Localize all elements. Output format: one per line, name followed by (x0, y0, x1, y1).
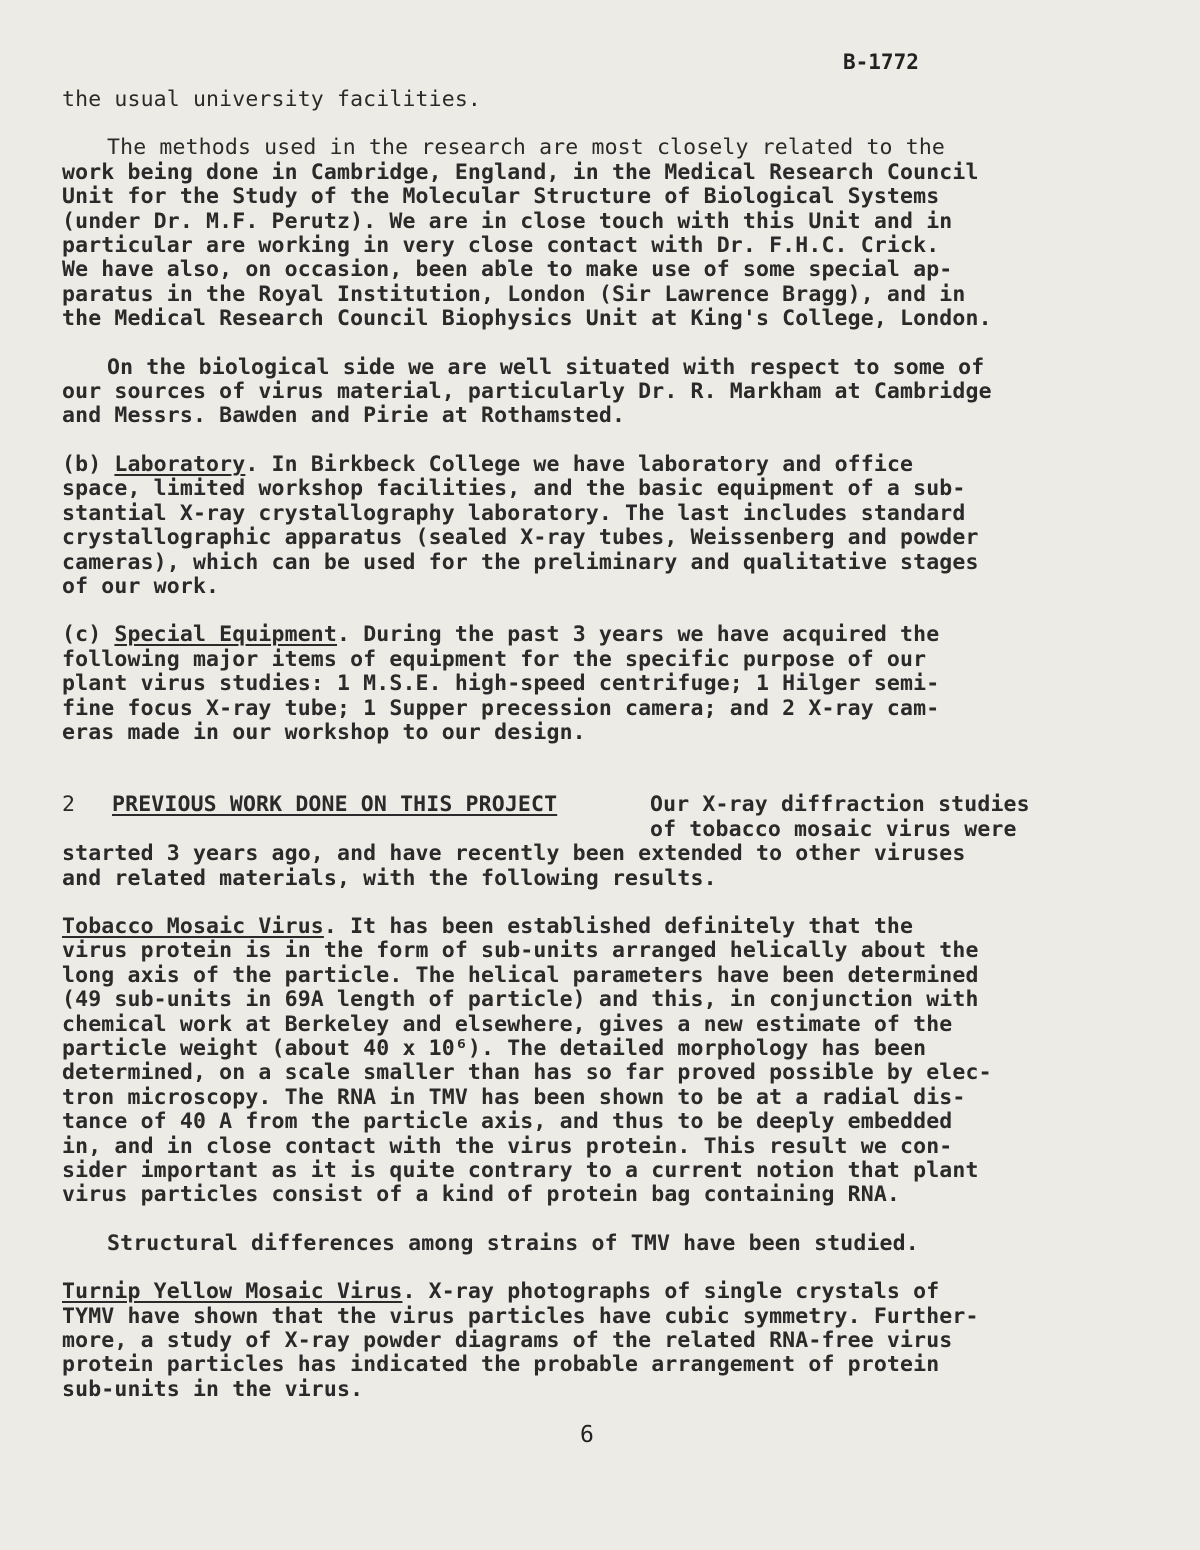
text-line: the usual university facilities. (62, 87, 482, 112)
section-heading-previous-work: PREVIOUS WORK DONE ON THIS PROJECT (112, 792, 558, 818)
text-line: following major items of equipment for the specific purpose of our (62, 646, 927, 672)
text-line: cameras), which can be used for the preliminary and qualitative stages (62, 549, 979, 575)
text-line: particle weight (about 40 x 10⁶). The detailed morphology has been (62, 1036, 927, 1061)
text-span: . During the past 3 years we have acquired the (337, 622, 940, 648)
text-line: tance of 40 A from the particle axis, and thus to be deeply embedded (62, 1109, 953, 1135)
section-label: (b) (62, 451, 115, 477)
text-line: more, a study of X-ray powder diagrams of the related RNA-free virus (62, 1328, 953, 1354)
text-line: tron microscopy. The RNA in TMV has been shown to be at a radial dis- (62, 1084, 966, 1110)
section-heading-laboratory: Laboratory (114, 451, 246, 477)
text-line: long axis of the particle. The helical parameters have been determined (62, 962, 979, 988)
text-line: We have also, on occasion, been able to make use of some special ap- (62, 257, 953, 283)
text-line: The methods used in the research are most closely related to the (107, 135, 946, 161)
paragraph-turnip-yellow-mosaic-virus (62, 1280, 1142, 1402)
text-line: space, limited workshop facilities, and the basic equipment of a sub- (62, 476, 966, 502)
text-line: of tobacco mosaic virus were (650, 816, 1017, 842)
page-number: 6 (580, 1422, 594, 1448)
text-line: Structural differences among strains of TMV have been studied. (107, 1230, 919, 1256)
text-span: . X-ray photographs of single crystals of (402, 1279, 940, 1305)
text-line: crystallographic apparatus (sealed X-ray tubes, Weissenberg and powder (62, 525, 979, 551)
text-line: plant virus studies: 1 M.S.E. high-speed centrifuge; 1 Hilger semi- (62, 671, 940, 697)
text-line: virus protein is in the form of sub-units arranged helically about the (62, 938, 979, 964)
text-line: virus particles consist of a kind of protein bag containing RNA. (62, 1182, 901, 1208)
document-body (62, 88, 1142, 1402)
text-line: the Medical Research Council Biophysics Unit at King's College, London. (62, 306, 992, 332)
text-span: . In Birkbeck College we have laboratory and office (245, 451, 914, 477)
text-line: (under Dr. M.F. Perutz). We are in close touch with this Unit and in (62, 208, 953, 234)
paragraph-tobacco-mosaic-virus (62, 915, 1142, 1208)
text-line: chemical work at Berkeley and elsewhere, gives a new estimate of the (62, 1011, 953, 1037)
paragraph-methods (62, 136, 1142, 331)
paragraph-special-equipment (62, 623, 1142, 745)
text-line: particular are working in very close contact with Dr. F.H.C. Crick. (62, 233, 940, 259)
paragraph-biological (62, 356, 1142, 429)
text-line: protein particles has indicated the probable arrangement of protein (62, 1352, 940, 1378)
text-line: sider important as it is quite contrary to a current notion that plant (62, 1158, 979, 1184)
section-heading-tobacco-mosaic-virus: Tobacco Mosaic Virus (62, 913, 324, 939)
text-span: . It has been established definitely that the (323, 913, 914, 939)
paragraph-previous-work (62, 793, 1142, 891)
text-line: fine focus X-ray tube; 1 Supper precession camera; and 2 X-ray cam- (62, 695, 940, 721)
text-line: eras made in our workshop to our design. (62, 719, 586, 745)
text-line: and Messrs. Bawden and Pirie at Rothamsted. (62, 403, 626, 429)
text-line: stantial X-ray crystallography laboratory. The last includes standard (62, 500, 966, 526)
paragraph-laboratory (62, 453, 1142, 599)
section-heading-special-equipment: Special Equipment (114, 622, 337, 648)
text-line: sub-units in the virus. (62, 1376, 364, 1402)
text-line: of our work. (62, 573, 220, 599)
text-line: and related materials, with the following results. (62, 865, 717, 891)
section-number: 2 (62, 792, 76, 818)
text-line: (49 sub-units in 69A length of particle) and this, in conjunction with (62, 987, 979, 1013)
text-line: TYMV have shown that the virus particles have cubic symmetry. Further- (62, 1303, 979, 1329)
document-id: B-1772 (843, 50, 919, 74)
text-line: Unit for the Study of the Molecular Structure of Biological Systems (62, 184, 940, 210)
text-span: Our X-ray diffraction studies (650, 792, 1030, 818)
section-label: (c) (62, 622, 115, 648)
text-line: determined, on a scale smaller than has so far proved possible by elec- (62, 1060, 992, 1086)
section-heading-turnip-yellow-mosaic-virus: Turnip Yellow Mosaic Virus (62, 1279, 403, 1305)
text-line: On the biological side we are well situated with respect to some of (107, 354, 985, 380)
text-line: work being done in Cambridge, England, in the Medical Research Council (62, 159, 979, 185)
text-line: started 3 years ago, and have recently been extended to other viruses (62, 841, 966, 867)
text-line: in, and in close contact with the virus protein. This result we con- (62, 1133, 953, 1159)
text-line: our sources of virus material, particularly Dr. R. Markham at Cambridge (62, 379, 992, 405)
text-line: paratus in the Royal Institution, London (Sir Lawrence Bragg), and in (62, 281, 966, 307)
